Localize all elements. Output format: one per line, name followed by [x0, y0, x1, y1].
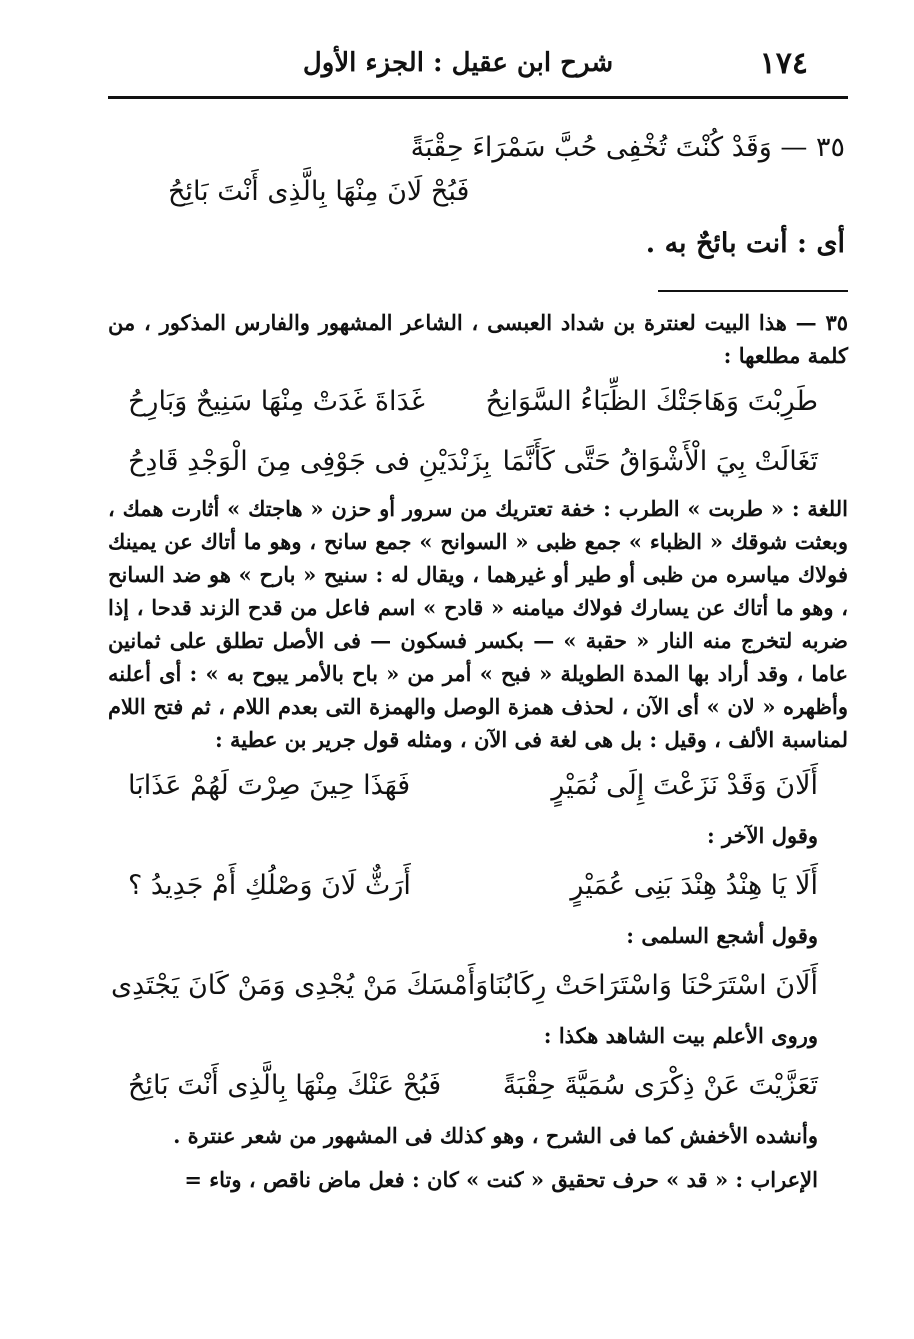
note-intro: ٣٥ — هذا البيت لعنترة بن شداد العبسى ، الشاعر المشهور والفارس المذكور ، من كلمة مطلعها :	[108, 310, 848, 368]
couplet-2	[108, 432, 848, 492]
header-rule	[108, 96, 848, 99]
lexical-notes: اللغة : « طربت » الطرب : خفة تعتريك من سرور أو حزن « هاجتك » أثارت همك ، وبعثت شوقك « الظباء » جمع ظبى « السوانح » جمع سانح ، وهو ما أتاك عن يمينك فولاك مياسره من ظبى أو طير أو غيرهما ، ويقال له : سنيح « بارح » هو ضد السانح ، وهو ما أتاك عن يسارك فولاك ميامنه « قادح » اسم فاعل من قدح الزند قدحا ، إذا ضربه لتخرج منه النار « حقبة » — بكسر فسكون — فى الأصل تطلق على ثمانين عاما ، وقد أراد بها المدة الطويلة « فبح » أمر من « باح بالأمر يبوح به » : أى أعلنه وأظهره « لان » أى الآن ، لحذف همزة الوصل والهمزة التى بعدم اللام ، ثم فتح اللام لمناسبة الألف ، وقيل : بل هى لغة فى الآن ، ومثله قول جرير بن عطية :	[108, 496, 848, 752]
couplet-4-first-hemistich: أَلَا يَا هِنْدُ هِنْدَ بَنِى عُمَيْرٍ	[570, 870, 818, 901]
footnote	[108, 306, 848, 1200]
main-verse-line-1: ٣٥ — وَقَدْ كُنْتَ تُخْفِى حُبَّ سَمْرَاءَ حِقْبَةً	[410, 132, 845, 163]
couplet-3	[108, 756, 848, 816]
alam-line: وروى الأعلم بيت الشاهد هكذا :	[543, 1023, 818, 1048]
couplet-4	[108, 856, 848, 916]
gloss-line: أى : أنت بائحٌ به .	[645, 228, 845, 259]
other-poet-line: وقول الآخر :	[706, 823, 818, 848]
couplet-6-first-hemistich: تَعَزَّيْتَ عَنْ ذِكْرَى سُمَيَّةَ حِقْبَةً	[502, 1070, 818, 1101]
running-head: شرح ابن عقيل : الجزء الأول	[302, 48, 614, 78]
couplet-1	[108, 372, 848, 432]
page-number: ١٧٤	[759, 46, 808, 81]
ashja-line: وقول أشجع السلمى :	[626, 923, 818, 948]
main-verse-line-2: فَبُحْ لَانَ مِنْهَا بِالَّذِى أَنْتَ بَائِحُ	[168, 176, 470, 207]
couplet-5	[108, 956, 848, 1016]
couplet-2-second-hemistich: بِزَنْدَيْنِ فى جَوْفِى مِنَ الْوَجْدِ قَادِحُ	[128, 446, 491, 477]
couplet-1-second-hemistich: غَدَاةَ غَدَتْ مِنْهَا سَنِيحٌ وَبَارِحُ	[128, 386, 425, 417]
couplet-2-first-hemistich: تَغَالَتْ بِيَ الْأَشْوَاقُ حَتَّى كَأَنَّمَا	[502, 446, 818, 477]
irab-line: الإعراب : « قد » حرف تحقيق « كنت » كان : فعل ماض ناقص ، وتاء =	[184, 1167, 818, 1192]
footnote-rule	[658, 290, 848, 292]
couplet-1-first-hemistich: طَرِبْتَ وَهَاجَتْكَ الظِّبَاءُ السَّوَانِحُ	[485, 386, 818, 417]
main-verse	[150, 126, 845, 214]
couplet-3-first-hemistich: أَلَانَ وَقَدْ نَزَعْتَ إِلَى نُمَيْرٍ	[551, 770, 818, 801]
page-header	[108, 40, 808, 90]
akhfash-line: وأنشده الأخفش كما فى الشرح ، وهو كذلك فى المشهور من شعر عنترة .	[173, 1123, 818, 1148]
couplet-5-second-hemistich: وَأَمْسَكَ مَنْ يُجْدِى وَمَنْ كَانَ يَجْتَدِى	[110, 970, 489, 1001]
couplet-6	[108, 1056, 848, 1116]
couplet-5-first-hemistich: أَلَانَ اسْتَرَحْنَا وَاسْتَرَاحَتْ رِكَابُنَا	[488, 970, 818, 1001]
couplet-4-second-hemistich: أَرَثٌّ لَانَ وَصْلُكِ أَمْ جَدِيدُ ؟	[128, 870, 411, 901]
couplet-6-second-hemistich: فَبُحْ عَنْكَ مِنْهَا بِالَّذِى أَنْتَ بَائِحُ	[128, 1070, 442, 1101]
couplet-3-second-hemistich: فَهَذَا حِينَ صِرْتَ لَهُمْ عَذَابَا	[128, 770, 411, 801]
